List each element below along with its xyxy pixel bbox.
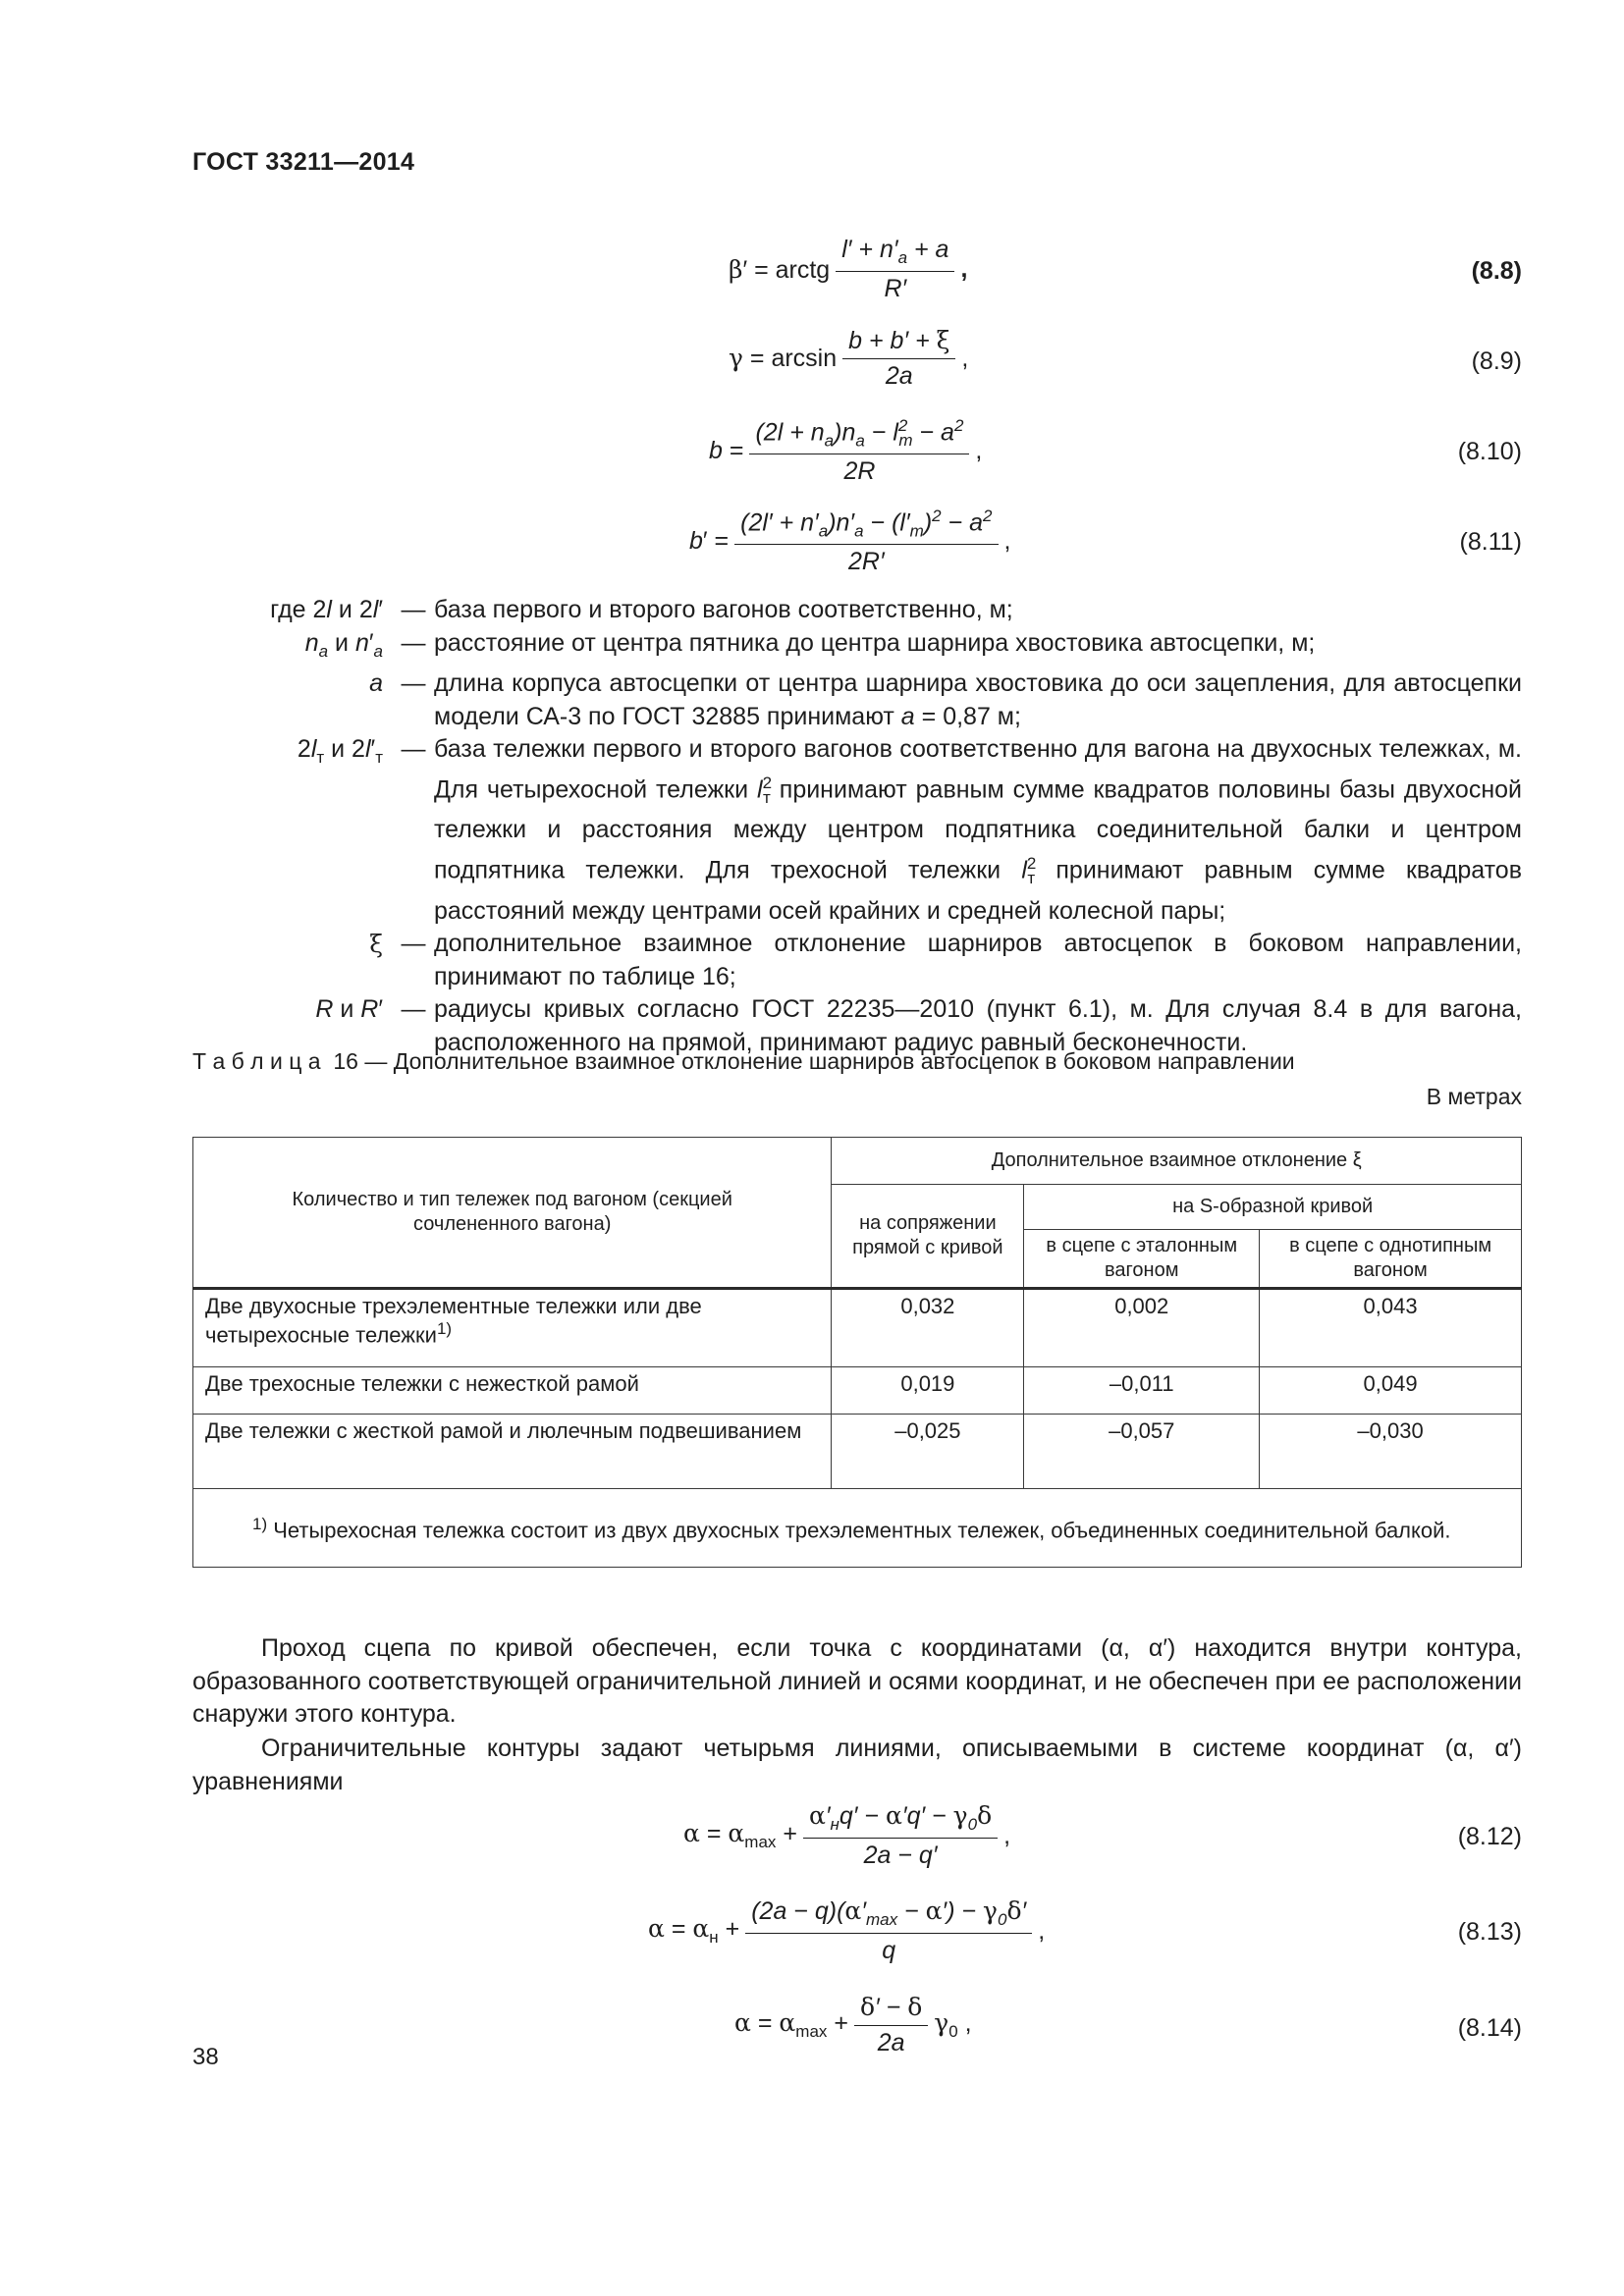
definition-item: R и R′ — радиусы кривых согласно ГОСТ 22235—2010 (пункт 6.1), м. Для случая 8.4 в для вагона, расположенного на прямой, принимают радиус равный бесконечности. [315, 995, 1522, 1056]
equation-number: (8.13) [1457, 1918, 1522, 1946]
table-footnote: $^{1)}$ Четырехосная тележка состоит из двух двухосных трехэлементных тележек, объединенных соединительной балкой. [193, 1489, 1522, 1568]
definition-item: a — длина корпуса автосцепки от центра шарнира хвостовика до оси зацепления, для автосцепки модели СА-3 по ГОСТ 32885 принимают a = 0,87 м; [369, 669, 1522, 730]
column-header-etalon: в сцепе с эталонным вагоном [1024, 1230, 1260, 1289]
definition-item: $n_a$ и $n'_a$ — расстояние от центра пятника до центра шарнира хвостовика автосцепки, м; [304, 628, 1316, 661]
equation-number: (8.8) [1471, 257, 1522, 285]
equation-number: (8.11) [1459, 528, 1522, 556]
column-header-group: Дополнительное взаимное отклонение ξ [832, 1138, 1522, 1185]
column-header-s-curve: на S-образной кривой [1024, 1185, 1522, 1230]
column-header-same-type: в сцепе с однотипным вагоном [1260, 1230, 1522, 1289]
formula-lhs: β′ = arctg [729, 254, 831, 284]
symbol-definitions [192, 594, 1522, 1059]
table-caption: Т а б л и ц а 16 — Дополнительное взаимное отклонение шарниров автосцепок в боковом направлении [192, 1048, 1295, 1074]
definition-item: $2l_т$ и $2l'_т$ — база тележки первого и второго вагонов соответственно для вагона на двухосных тележках, м. Для четырехосной тележки $l^2_т$ принимают равным сумме квадратов половины базы двухосной тележки и расстояния между центром подпятника соединительной балки и центром подпятника тележки. Для трехосной тележки $l^2_т$ принимают равным сумме квадратов расстояний между центрами осей крайних и средней колесной пары; [297, 735, 1523, 925]
table-row: Две двухосные трехэлементные тележки или две четырехосные тележки$^{1)}$ 0,032 0,002 0,043 [193, 1289, 1522, 1367]
equation-number: (8.9) [1471, 347, 1522, 375]
equation-number: (8.14) [1457, 2014, 1522, 2042]
definition-item: где 2l и 2l′ — база первого и второго вагонов соответственно, м; [270, 596, 1013, 623]
paragraph: Проход сцепа по кривой обеспечен, если точка с координатами (α, α′) находится внутри контура, образованного соответствующей ограничительной линией и осями координат, и не обеспечен при ее расположении снаружи этого контура. [192, 1634, 1522, 1728]
table-row: Две тележки с жесткой рамой и люлечным подвешиванием –0,025 –0,057 –0,030 [193, 1415, 1522, 1489]
table-row: Две трехосные тележки с нежесткой рамой 0,019 –0,011 0,049 [193, 1367, 1522, 1415]
column-header-straight: на сопряжении прямой с кривой [832, 1185, 1024, 1289]
column-header-bogies: Количество и тип тележек под вагоном (секцией сочлененного вагона) [193, 1138, 832, 1289]
equation-number: (8.10) [1457, 438, 1522, 465]
definition-item: ξ — дополнительное взаимное отклонение шарниров автосцепок в боковом направлении, принимают по таблице 16; [369, 930, 1522, 990]
equation-number: (8.12) [1457, 1823, 1522, 1850]
document-header: ГОСТ 33211—2014 [192, 148, 415, 176]
table-units: В метрах [1426, 1084, 1522, 1109]
page-number: 38 [192, 2044, 219, 2070]
paragraph: Ограничительные контуры задают четырьмя линиями, описываемыми в системе координат (α, α′) уравнениями [192, 1735, 1522, 1795]
table-16 [192, 1137, 1522, 1568]
